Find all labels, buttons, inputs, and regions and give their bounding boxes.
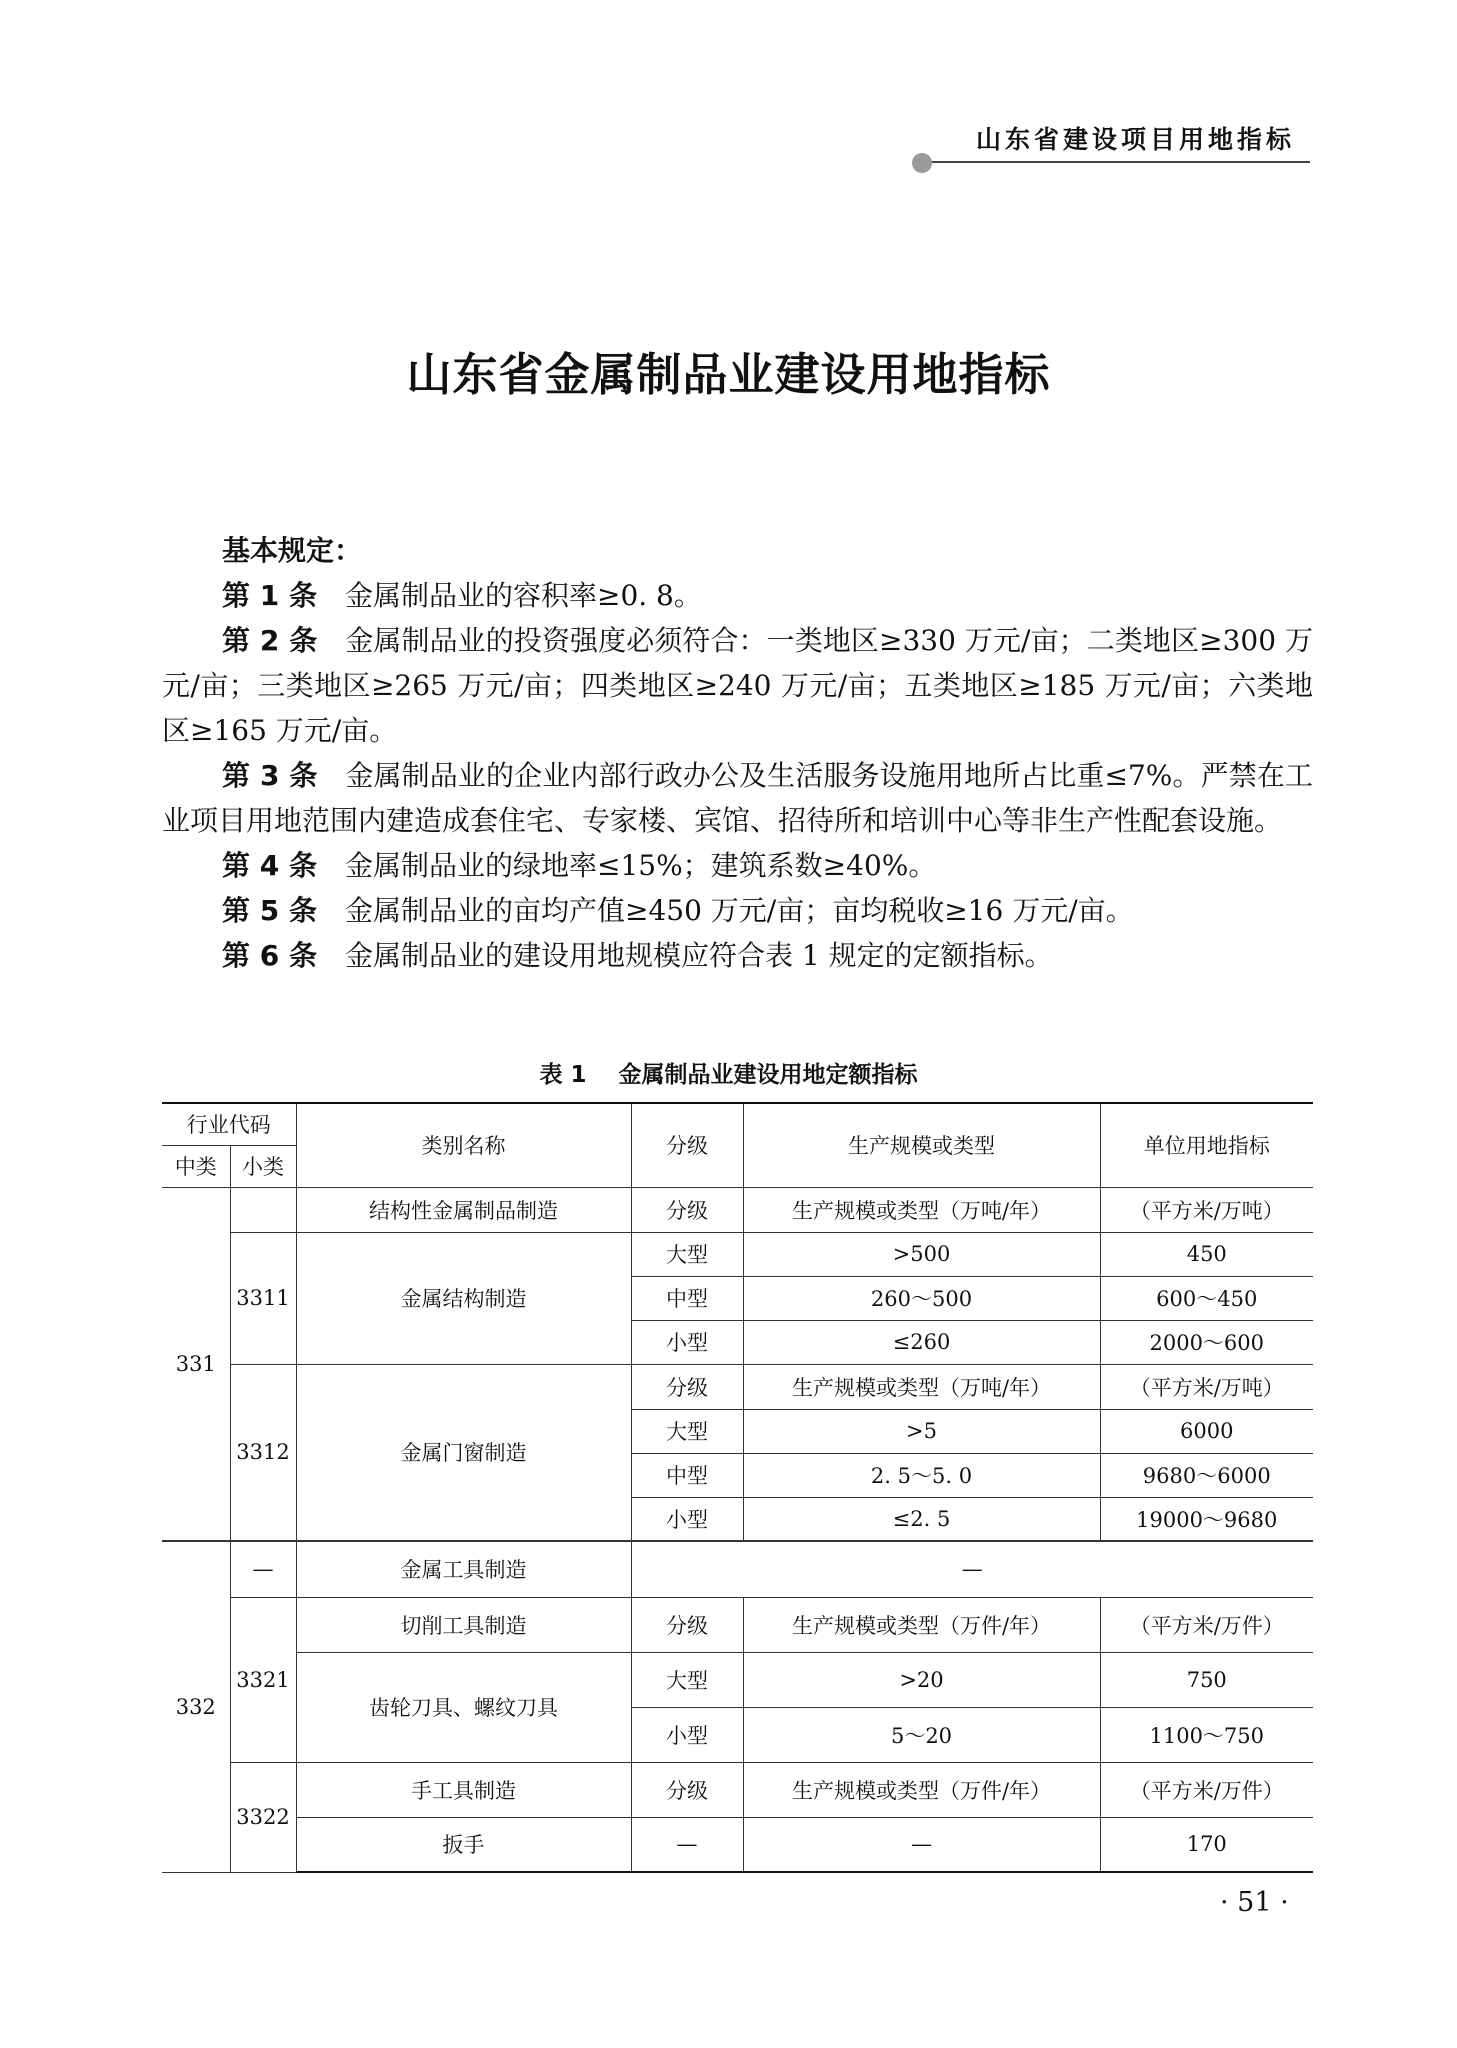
code-cell: — [230,1541,296,1597]
article-text: 金属制品业的绿地率≤15%；建筑系数≥40%。 [344,849,937,882]
category-cell: 金属门窗制造 [296,1364,631,1541]
article-3 [162,753,1313,843]
basic-provisions-heading: 基本规定： [222,534,363,567]
scale-cell: ≤260 [743,1320,1100,1364]
index-cell: 450 [1100,1232,1313,1276]
header-grade: 分级 [631,1103,743,1187]
grade-cell: 小型 [631,1497,743,1541]
index-cell: （平方米/万件） [1100,1597,1313,1652]
grade-cell: 中型 [631,1453,743,1497]
code-cell: 331 [162,1187,230,1541]
running-header-title: 山东省建设项目用地指标 [976,125,1296,154]
scale-cell: ≤2. 5 [743,1497,1100,1541]
grade-cell: 大型 [631,1232,743,1276]
article-text: 金属制品业的亩均产值≥450 万元/亩；亩均税收≥16 万元/亩。 [344,894,1134,927]
grade-cell: 小型 [631,1707,743,1762]
scale-cell: >500 [743,1232,1100,1276]
grade-cell: 大型 [631,1652,743,1707]
header-dot [912,153,932,173]
grade-cell: 大型 [631,1409,743,1453]
scale-cell: 生产规模或类型（万吨/年） [743,1364,1100,1409]
index-cell: 600～450 [1100,1276,1313,1320]
index-cell: 170 [1100,1817,1313,1872]
article-text: 金属制品业的投资强度必须符合：一类地区≥330 万元/亩；二类地区≥300 万元/亩；三类地区≥265 万元/亩；四类地区≥240 万元/亩；五类地区≥185 万元/亩；六类地区≥165 万元/亩。 [162,624,1313,747]
category-cell: 齿轮刀具、螺纹刀具 [296,1652,631,1762]
article-text: 金属制品业的企业内部行政办公及生活服务设施用地所占比重≤7%。严禁在工业项目用地范围内建造成套住宅、专家楼、宾馆、招待所和培训中心等非生产性配套设施。 [162,759,1313,837]
index-cell: 1100～750 [1100,1707,1313,1762]
index-cell: 6000 [1100,1409,1313,1453]
grade-cell: — [631,1817,743,1872]
header-mid-class: 中类 [162,1145,230,1187]
grade-cell: 分级 [631,1762,743,1817]
grade-cell: 中型 [631,1276,743,1320]
scale-cell: >5 [743,1409,1100,1453]
grade-cell: 小型 [631,1320,743,1364]
scale-cell: 2. 5～5. 0 [743,1453,1100,1497]
article-text: 金属制品业的建设用地规模应符合表 1 规定的定额指标。 [344,939,1053,972]
code-cell: 332 [162,1541,230,1872]
grade-cell: 分级 [631,1597,743,1652]
article-label: 第 6 条 [222,939,317,972]
article-6 [162,933,1313,978]
land-index-table [162,1102,1313,1873]
document-title: 山东省金属制品业建设用地指标 [406,348,1051,401]
article-label: 第 4 条 [222,849,317,882]
grade-cell: 分级 [631,1364,743,1409]
category-cell: 切削工具制造 [296,1597,631,1652]
scale-cell: 5～20 [743,1707,1100,1762]
category-cell: 扳手 [296,1817,631,1872]
scale-cell: — [743,1817,1100,1872]
article-label: 第 5 条 [222,894,317,927]
code-cell: 3322 [230,1762,296,1872]
scale-cell: 生产规模或类型（万件/年） [743,1597,1100,1652]
scale-cell: 260～500 [743,1276,1100,1320]
index-cell: 9680～6000 [1100,1453,1313,1497]
article-4 [162,843,1313,888]
index-cell: （平方米/万件） [1100,1762,1313,1817]
index-cell: 19000～9680 [1100,1497,1313,1541]
table-caption: 表 1 金属制品业建设用地定额指标 [539,1062,918,1088]
header-industry-code: 行业代码 [162,1103,296,1145]
index-cell: 2000～600 [1100,1320,1313,1364]
grade-cell: 分级 [631,1187,743,1232]
code-cell-empty [230,1187,296,1232]
scale-cell: 生产规模或类型（万件/年） [743,1762,1100,1817]
category-cell: 手工具制造 [296,1762,631,1817]
article-text: 金属制品业的容积率≥0. 8。 [344,579,702,612]
article-1 [162,573,1313,618]
article-label: 第 3 条 [222,759,318,792]
article-label: 第 1 条 [222,579,317,612]
code-cell: 3321 [230,1597,296,1762]
category-cell: 金属工具制造 [296,1541,631,1597]
merged-cell: — [631,1541,1313,1597]
scale-cell: 生产规模或类型（万吨/年） [743,1187,1100,1232]
index-cell: （平方米/万吨） [1100,1364,1313,1409]
article-2 [162,618,1313,753]
code-cell: 3312 [230,1364,296,1541]
category-cell: 金属结构制造 [296,1232,631,1364]
scale-cell: >20 [743,1652,1100,1707]
article-5 [162,888,1313,933]
document-body [162,528,1313,978]
header-land-index: 单位用地指标 [1100,1103,1313,1187]
article-label: 第 2 条 [222,624,318,657]
header-rule [922,161,1310,163]
page-number: · 51 · [1220,1887,1289,1918]
index-cell: 750 [1100,1652,1313,1707]
header-small-class: 小类 [230,1145,296,1187]
header-category: 类别名称 [296,1103,631,1187]
header-scale: 生产规模或类型 [743,1103,1100,1187]
code-cell: 3311 [230,1232,296,1364]
index-cell: （平方米/万吨） [1100,1187,1313,1232]
category-cell: 结构性金属制品制造 [296,1187,631,1232]
